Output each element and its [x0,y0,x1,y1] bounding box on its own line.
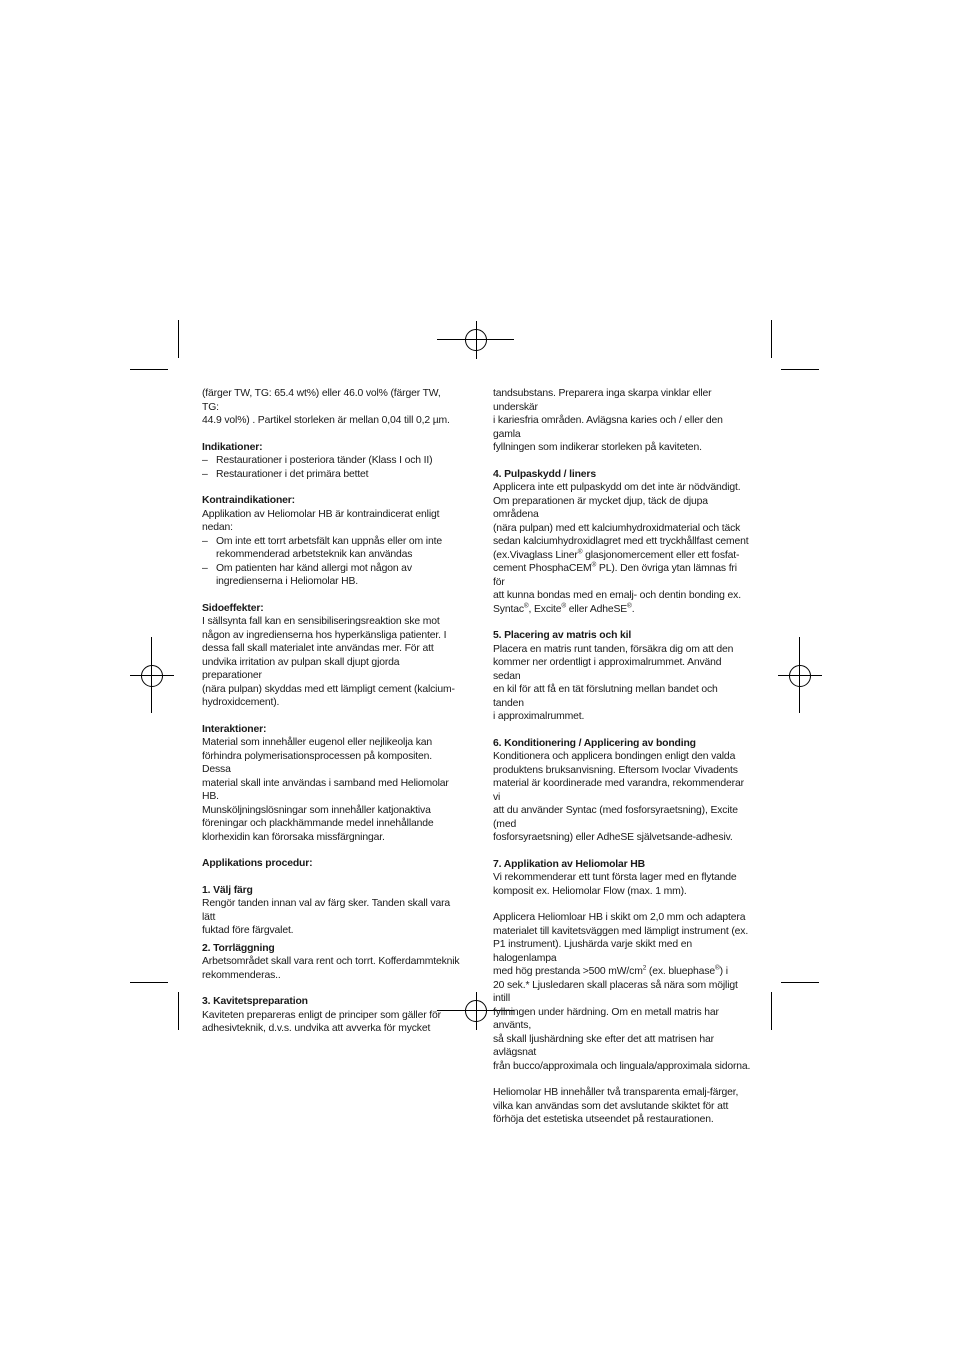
text-line: Om preparationen är mycket djup, täck de djupa områdena [493,495,708,520]
text-line: vilka kan användas som det avslutande skiktet för att [493,1100,729,1112]
section-heading-kontraindikationer: Kontraindikationer: [202,495,295,506]
text-line: Applicera inte ett pulpaskydd om det inte är nödvändigt. [493,482,741,493]
superscript: 2 [642,964,647,972]
text-segment: PL). Den övriga ytan lämnas fri för [493,563,737,588]
text-segment: cement PhosphaCEM [493,563,592,574]
list-item-text: Restaurationer i posteriora tänder (Klass I och II) [216,455,433,466]
list-item-text: ingredienserna i Heliomolar HB. [216,576,359,587]
crop-mark [130,982,168,983]
list-item: – Om inte ett torrt arbetsfält kan uppnås eller om inte rekommenderad arbetsteknik kan användas [202,535,442,560]
crop-mark [178,320,179,358]
registration-line [130,675,174,676]
registered-mark: ® [627,602,632,610]
text-line: (nära pulpan) med ett kalciumhydroxidmaterial och täck [493,522,741,534]
crop-mark [771,320,772,358]
text-line: i approximalrummet. [493,711,585,722]
text-line: att du använder Syntac (med fosforsyraetsning), Excite (med [493,805,738,830]
section-heading-valj-farg: 1. Välj färg [202,884,253,896]
text-line: Applikation av Heliomolar HB är kontraindicerat enligt [202,508,440,520]
registration-line [799,637,800,713]
text-line: nedan: [202,522,233,533]
section-heading-torrlaggning: 2. Torrläggning [202,942,275,954]
list-item-text: Restaurationer i det primära bettet [216,468,369,480]
section-heading-matris: 5. Placering av matris och kil [493,630,632,641]
text-line: (färger TW, TG: 65.4 wt%) eller 46.0 vol% (färger TW, TG: [202,388,441,413]
kontraindikationer-list [202,535,460,589]
text-line: någon av ingredienserna hos hyperkänsliga patienter. I [202,629,447,641]
text-line: att kunna bondas med en emalj- och dentin bonding ex. [493,590,741,601]
text-line: fuktad före färgvalet. [202,925,294,936]
registration-line [778,675,822,676]
text-line: dessa fall skall materialet inte användas mer. För att [202,643,434,654]
list-item: – Restaurationer i posteriora tänder (Klass I och II) [202,455,433,466]
text-line: klorhexidin kan förorsaka missfärgningar. [202,831,385,843]
section-heading-kavitetspreparation: 3. Kavitetspreparation [202,996,308,1007]
text-line: undvika irritation av pulpan skall djupt gjorda preparationer [202,656,400,681]
right-column [493,387,751,1127]
left-column [202,387,460,1036]
text-line: Munsköljningslösningar som innehåller katjonaktiva [202,804,431,816]
crop-mark [781,982,819,983]
text-line: I sällsynta fall kan en sensibiliseringsreaktion ske mot [202,616,440,627]
text-line: Applicera Heliomloar HB i skikt om 2,0 mm och adaptera [493,912,746,923]
text-line [493,549,751,563]
registered-mark: ® [523,602,529,610]
text-line: (nära pulpan) skyddas med ett lämpligt cement (kalcium- [202,683,455,695]
text-line: hydroxidcement). [202,697,280,708]
text-line: material skall inte användas i samband med Heliomolar HB. [202,777,449,802]
registration-line [476,992,477,1030]
text-line: rekommenderas.. [202,969,281,981]
text-line: Material som innehåller eugenol eller nejlikeolja kan [202,737,433,748]
text-segment: , Excite [528,603,562,615]
text-line: föreningar och plackhämmande medel innehållande [202,818,434,829]
registration-line [476,321,477,359]
text-line: Rengör tanden innan val av färg sker. Tanden skall vara lätt [202,898,451,923]
registration-line [151,637,152,713]
text-line: Arbetsområdet skall vara rent och torrt. Kofferdammteknik [202,956,460,967]
text-line [493,965,751,979]
list-item-text: Om patienten har känd allergi mot någon av [216,562,412,574]
text-line [493,603,751,617]
section-heading-pulpaskydd: 4. Pulpaskydd / liners [493,468,596,480]
text-line: fyllningen under härdning. Om en metall matris har använts, [493,1006,719,1031]
section-heading-applikation: 7. Applikation av Heliomolar HB [493,858,646,870]
text-line: en kil för att få en tät förslutning mellan bandet och tanden [493,684,718,709]
text-line: Heliomolar HB innehåller två transparenta emalj-färger, [493,1087,739,1098]
text-segment: eller AdheSE [566,603,628,615]
list-item-text: rekommenderad arbetsteknik kan användas [216,549,413,560]
text-line: i kariesfria områden. Avlägsna karies och / eller den gamla [493,415,723,440]
text-line: tandsubstans. Preparera inga skarpa vinklar eller underskär [493,388,712,413]
text-line: material är koordinerade med varandra, rekommenderar vi [493,778,744,803]
text-line: Vi rekommenderar ett tunt första lager med en flytande [493,872,737,883]
text-line: kommer ner ordentligt i approximalrummet. Använd sedan [493,657,722,682]
text-segment: med hög prestanda >500 mW/cm [493,966,643,977]
text-line: materialet till kavitetsväggen med lämpligt instrument (ex. [493,925,749,937]
list-item: – Restaurationer i det primära bettet [202,468,369,480]
crop-mark [130,369,168,370]
text-line: från bucco/approximala och linguala/approximala sidorna. [493,1060,751,1072]
text-segment: ) i [719,966,728,977]
text-line: 44.9 vol%) . Partikel storleken är mellan 0,04 till 0,2 µm. [202,415,450,426]
registered-mark: ® [577,548,583,556]
text-line: P1 instrument). Ljushärda varje skikt med en halogenlampa [493,939,692,964]
text-segment: Syntac [493,603,524,615]
text-line: 20 sek.* Ljusledaren skall placeras så nära som möjligt intill [493,979,738,1004]
text-line: fyllningen som indikerar storleken på kaviteten. [493,442,702,453]
text-line: produktens bruksanvisning. Eftersom Ivoclar Vivadents [493,764,738,776]
text-line [493,562,751,589]
registered-mark: ® [591,561,597,569]
text-line: adhesivteknik, d.v.s. undvika att avverka för mycket [202,1023,431,1034]
text-segment: (ex.Vivaglass Liner [493,549,578,561]
section-heading-interaktioner: Interaktioner: [202,723,267,735]
crop-mark [771,992,772,1030]
text-line: så skall ljushärdning ske efter det att matrisen har avlägsnat [493,1033,714,1058]
text-line: förhöja det estetiska utseendet på restaurationen. [493,1114,714,1125]
text-segment: (ex. bluephase [646,966,715,977]
registration-mark-icon [141,665,163,687]
crop-mark [178,992,179,1030]
text-segment: . [631,603,635,615]
text-line: Konditionera och applicera bondingen enligt den valda [493,751,736,762]
text-line: Kaviteten prepareras enligt de principer som gäller för [202,1009,441,1021]
crop-mark [781,369,819,370]
list-item-text: Om inte ett torrt arbetsfält kan uppnås eller om inte [216,535,442,547]
text-line: Placera en matris runt tanden, försäkra dig om att den [493,643,734,655]
text-line: förhindra polymerisationsprocessen på kompositen. Dessa [202,750,433,775]
section-heading-indikationer: Indikationer: [202,441,263,453]
text-line: fosforsyraetsning) eller AdheSE självetsande-adhesiv. [493,832,733,843]
registered-mark: ® [715,964,720,972]
list-item: – Om patienten har känd allergi mot någon av ingredienserna i Heliomolar HB. [202,562,412,587]
text-line: sedan kalciumhydroxidlagret med ett tryckhållfast cement [493,536,749,547]
indikationer-list [202,454,460,481]
registered-mark: ® [561,602,567,610]
section-heading-procedur: Applikations procedur: [202,858,313,869]
text-line: komposit ex. Heliomolar Flow (max. 1 mm). [493,885,687,897]
section-heading-konditionering: 6. Konditionering / Applicering av bonding [493,737,696,749]
registration-mark-icon [789,665,811,687]
text-segment: glasjonomercement eller ett fosfat- [582,549,740,561]
section-heading-sidoeffekter: Sidoeffekter: [202,602,264,614]
